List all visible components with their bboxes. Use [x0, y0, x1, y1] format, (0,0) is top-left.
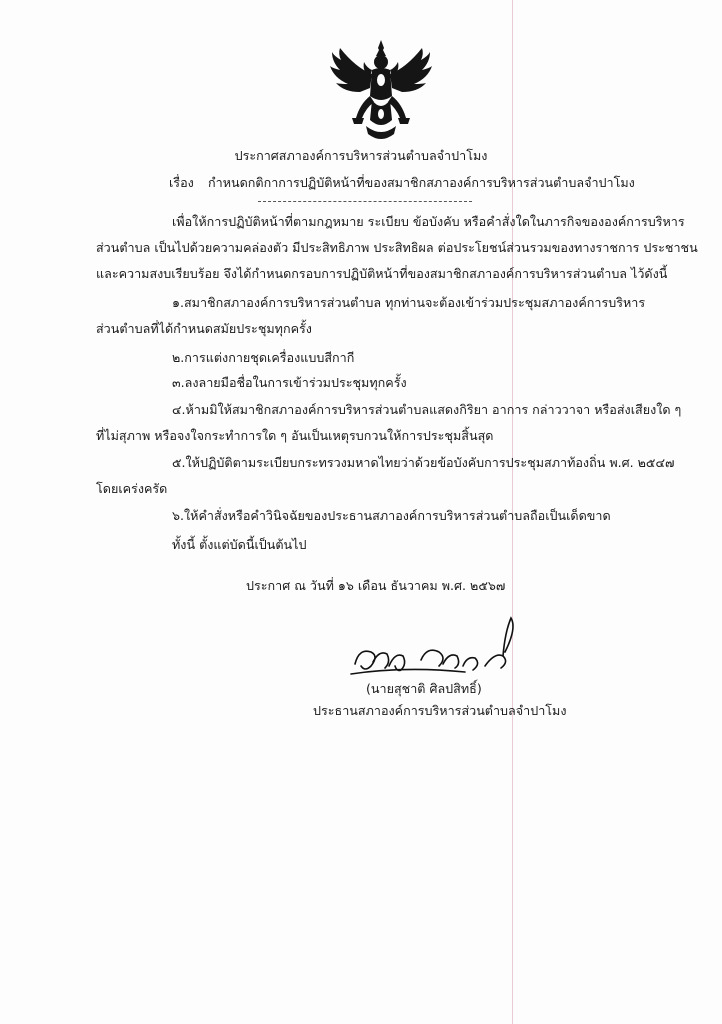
garuda-emblem-icon	[326, 38, 436, 146]
signature	[345, 612, 525, 682]
rule-item-1-continued: ส่วนตำบลที่ได้กำหนดสมัยประชุมทุกครั้ง	[96, 321, 312, 336]
intro-line: เพื่อให้การปฏิบัติหน้าที่ตามกฎหมาย ระเบียบ ข้อบังคับ หรือคำสั่งใดในภารกิจขององค์การบริหาร	[172, 214, 685, 229]
heading-divider	[258, 201, 472, 202]
announced-date: ประกาศ ณ วันที่ ๑๖ เดือน ธันวาคม พ.ศ. ๒๕๖๗	[246, 578, 506, 593]
rule-item-5-continued: โดยเคร่งครัด	[96, 481, 168, 496]
effective-clause: ทั้งนี้ ตั้งแต่บัดนี้เป็นต้นไป	[172, 537, 307, 552]
signer-name: (นายสุชาติ ศิลปสิทธิ์)	[366, 681, 482, 696]
rule-item-2: ๒.การแต่งกายชุดเครื่องแบบสีกากี	[172, 350, 355, 365]
subject-text: กำหนดกติกาการปฏิบัติหน้าที่ของสมาชิกสภาองค์การบริหารส่วนตำบลจำปาโมง	[208, 175, 635, 190]
intro-line: ส่วนตำบล เป็นไปด้วยความคล่องตัว มีประสิทธิภาพ ประสิทธิผล ต่อประโยชน์ส่วนรวมของทางราชการ ประชาชน	[96, 240, 698, 255]
rule-item-4-continued: ที่ไม่สุภาพ หรือจงใจกระทำการใด ๆ อันเป็นเหตุรบกวนให้การประชุมสิ้นสุด	[96, 428, 494, 443]
intro-line: และความสงบเรียบร้อย จึงได้กำหนดกรอบการปฏิบัติหน้าที่ของสมาชิกสภาองค์การบริหารส่วนตำบล ไว้ดังนี้	[96, 266, 668, 281]
rule-item-4: ๔.ห้ามมิให้สมาชิกสภาองค์การบริหารส่วนตำบลแสดงกิริยา อาการ กล่าววาจา หรือส่งเสียงใด ๆ	[172, 402, 682, 417]
subject-label: เรื่อง	[169, 175, 194, 190]
rule-item-3: ๓.ลงลายมือชื่อในการเข้าร่วมประชุมทุกครั้ง	[172, 375, 407, 390]
signer-position: ประธานสภาองค์การบริหารส่วนตำบลจำปาโมง	[313, 703, 567, 718]
rule-item-5: ๕.ให้ปฏิบัติตามระเบียบกระทรวงมหาดไทยว่าด้วยข้อบังคับการประชุมสภาท้องถิ่น พ.ศ. ๒๕๔๗	[172, 455, 675, 470]
rule-item-1: ๑.สมาชิกสภาองค์การบริหารส่วนตำบล ทุกท่านจะต้องเข้าร่วมประชุมสภาองค์การบริหาร	[172, 295, 646, 310]
announcement-title: ประกาศสภาองค์การบริหารส่วนตำบลจำปาโมง	[234, 148, 488, 163]
rule-item-6: ๖.ให้คำสั่งหรือคำวินิจฉัยของประธานสภาองค์การบริหารส่วนตำบลถือเป็นเด็ดขาด	[172, 508, 611, 523]
